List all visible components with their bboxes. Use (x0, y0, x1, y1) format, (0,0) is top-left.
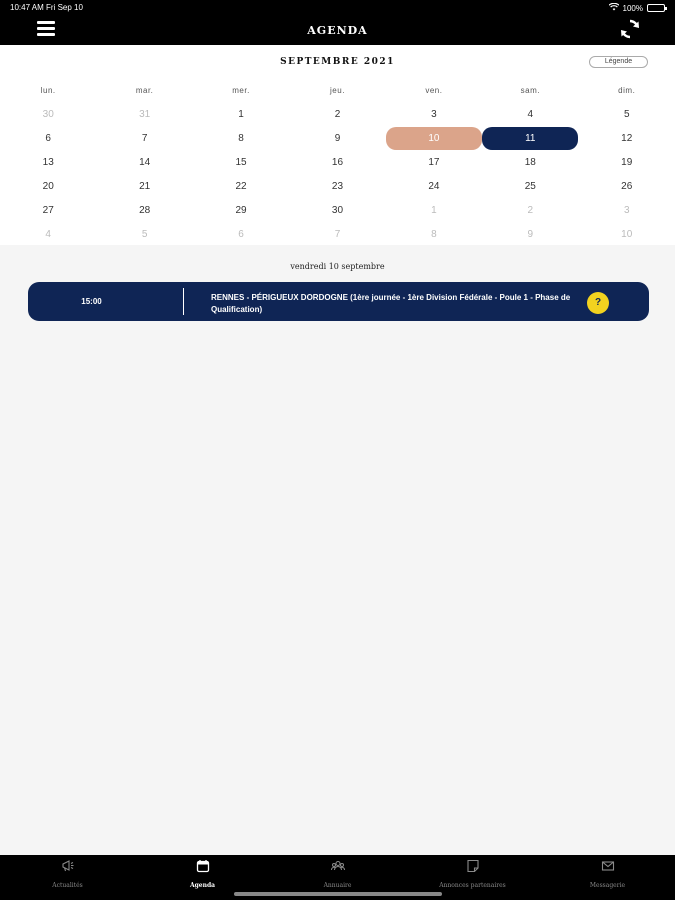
weekday-header (0, 86, 675, 95)
tab-label: Annuaire (323, 882, 352, 889)
day-cell[interactable] (96, 150, 192, 174)
day-cell[interactable] (0, 126, 96, 150)
day-number: 8 (238, 132, 244, 144)
week-row (0, 174, 675, 198)
day-cell[interactable] (579, 174, 675, 198)
day-number: 1 (431, 204, 437, 216)
day-number: 25 (524, 180, 536, 192)
day-cell[interactable] (579, 222, 675, 246)
day-number: 22 (235, 180, 247, 192)
day-number: 15 (235, 156, 247, 168)
day-number: 12 (621, 132, 633, 144)
day-number: 10 (621, 228, 633, 240)
day-number: 2 (334, 108, 341, 120)
week-row (0, 222, 675, 246)
day-number: 4 (45, 228, 51, 240)
battery-percent: 100% (622, 3, 643, 13)
day-number: 28 (139, 204, 151, 216)
day-number: 24 (428, 180, 440, 192)
day-number: 19 (621, 156, 633, 168)
weekday-label: ven. (425, 86, 443, 95)
day-cell[interactable] (289, 222, 385, 246)
day-number: 26 (621, 180, 633, 192)
day-number: 13 (42, 156, 54, 168)
day-grid (0, 102, 675, 246)
weekday-label: mar. (135, 86, 154, 95)
event-title: RENNES - PÉRIGUEUX DORDOGNE (1ère journée - 1ère Division Fédérale - Poule 1 - Phase de Qualification) (211, 293, 571, 314)
day-cell[interactable] (0, 150, 96, 174)
week-row (0, 198, 675, 222)
day-number: 8 (431, 228, 437, 240)
tab-envelope[interactable] (540, 855, 675, 900)
calendar-icon (196, 859, 210, 878)
day-number: 14 (139, 156, 151, 168)
day-cell[interactable] (482, 174, 578, 198)
day-number: 6 (238, 228, 244, 240)
day-cell[interactable] (386, 102, 482, 126)
day-number: 30 (42, 108, 54, 120)
day-cell[interactable] (482, 102, 578, 126)
event-card[interactable] (28, 282, 649, 321)
day-cell-selected[interactable] (482, 126, 578, 150)
weekday-label: jeu. (330, 86, 345, 95)
weekday-label: lun. (40, 86, 56, 95)
day-cell[interactable] (482, 222, 578, 246)
day-cell[interactable] (193, 126, 289, 150)
event-separator (183, 288, 184, 315)
week-row (0, 102, 675, 126)
day-number: 31 (139, 108, 151, 120)
day-cell[interactable] (579, 150, 675, 174)
month-title: SEPTEMBRE 2021 (280, 57, 395, 67)
day-number: 23 (331, 180, 344, 192)
day-cell[interactable] (0, 222, 96, 246)
top-bar (0, 0, 675, 45)
day-number: 17 (428, 156, 440, 168)
day-cell[interactable] (482, 198, 578, 222)
day-number: 9 (334, 132, 341, 144)
day-cell[interactable] (193, 102, 289, 126)
day-cell[interactable] (482, 150, 578, 174)
selected-day-heading: vendredi 10 septembre (290, 262, 385, 271)
day-number: 27 (42, 204, 54, 216)
tab-label: Messagerie (589, 882, 626, 889)
weekday-label: dim. (618, 86, 636, 95)
day-number: 7 (334, 228, 341, 240)
status-right (609, 3, 665, 13)
day-cell[interactable] (289, 126, 385, 150)
day-number: 30 (331, 204, 344, 216)
note-icon (466, 859, 480, 878)
day-number: 9 (527, 228, 534, 240)
day-cell[interactable] (193, 198, 289, 222)
tab-label: Actualités (52, 882, 83, 889)
status-bar (0, 3, 675, 15)
people-icon (331, 859, 345, 878)
weekday-label: mer. (232, 86, 250, 95)
day-cell[interactable] (386, 222, 482, 246)
day-cell[interactable] (96, 222, 192, 246)
event-time: 15:00 (81, 297, 102, 306)
day-cell[interactable] (289, 198, 385, 222)
day-cell[interactable] (386, 174, 482, 198)
day-cell[interactable] (96, 126, 192, 150)
day-cell[interactable] (96, 198, 192, 222)
megaphone-icon (61, 859, 75, 878)
day-number: 18 (524, 156, 536, 168)
legend-button[interactable]: Légende (589, 56, 648, 68)
day-number: 20 (42, 180, 54, 192)
day-cell[interactable] (289, 102, 385, 126)
day-number: 5 (141, 228, 148, 240)
tab-label: Agenda (189, 882, 216, 889)
page-title: AGENDA (307, 24, 368, 37)
day-cell[interactable] (579, 126, 675, 150)
day-cell[interactable] (289, 150, 385, 174)
day-number: 3 (623, 204, 630, 216)
day-cell-today[interactable] (386, 126, 482, 150)
day-number: 2 (527, 204, 534, 216)
day-cell[interactable] (386, 198, 482, 222)
day-number: 3 (431, 108, 437, 120)
day-cell[interactable] (289, 174, 385, 198)
day-number: 21 (139, 180, 151, 192)
day-number: 4 (527, 108, 534, 120)
tab-label: Annonces partenaires (439, 882, 506, 889)
day-number: 6 (45, 132, 51, 144)
day-cell[interactable] (193, 174, 289, 198)
day-cell[interactable] (0, 174, 96, 198)
day-number: 7 (141, 132, 148, 144)
day-cell[interactable] (193, 222, 289, 246)
day-cell[interactable] (579, 102, 675, 126)
day-number: 29 (235, 204, 247, 216)
question-badge[interactable]: ? (587, 292, 609, 314)
envelope-icon (601, 859, 615, 878)
week-row (0, 126, 675, 150)
day-cell[interactable] (96, 102, 192, 126)
day-cell[interactable] (96, 174, 192, 198)
day-cell[interactable] (0, 102, 96, 126)
day-cell[interactable] (0, 198, 96, 222)
header (0, 17, 675, 45)
day-number: 1 (238, 108, 244, 120)
battery-icon (647, 4, 665, 12)
day-number: 16 (331, 156, 344, 168)
day-number: 11 (482, 127, 578, 150)
wifi-icon (609, 3, 619, 13)
day-number: 10 (386, 127, 482, 150)
month-calendar (0, 45, 675, 245)
weekday-label: sam. (520, 86, 540, 95)
day-cell[interactable] (579, 198, 675, 222)
status-time: 10:47 AM Fri Sep 10 (10, 3, 83, 12)
home-indicator (234, 892, 442, 896)
week-row (0, 150, 675, 174)
day-cell[interactable] (386, 150, 482, 174)
day-number: 5 (623, 108, 630, 120)
day-cell[interactable] (193, 150, 289, 174)
tab-megaphone[interactable] (0, 855, 135, 900)
sync-icon[interactable] (619, 18, 641, 40)
